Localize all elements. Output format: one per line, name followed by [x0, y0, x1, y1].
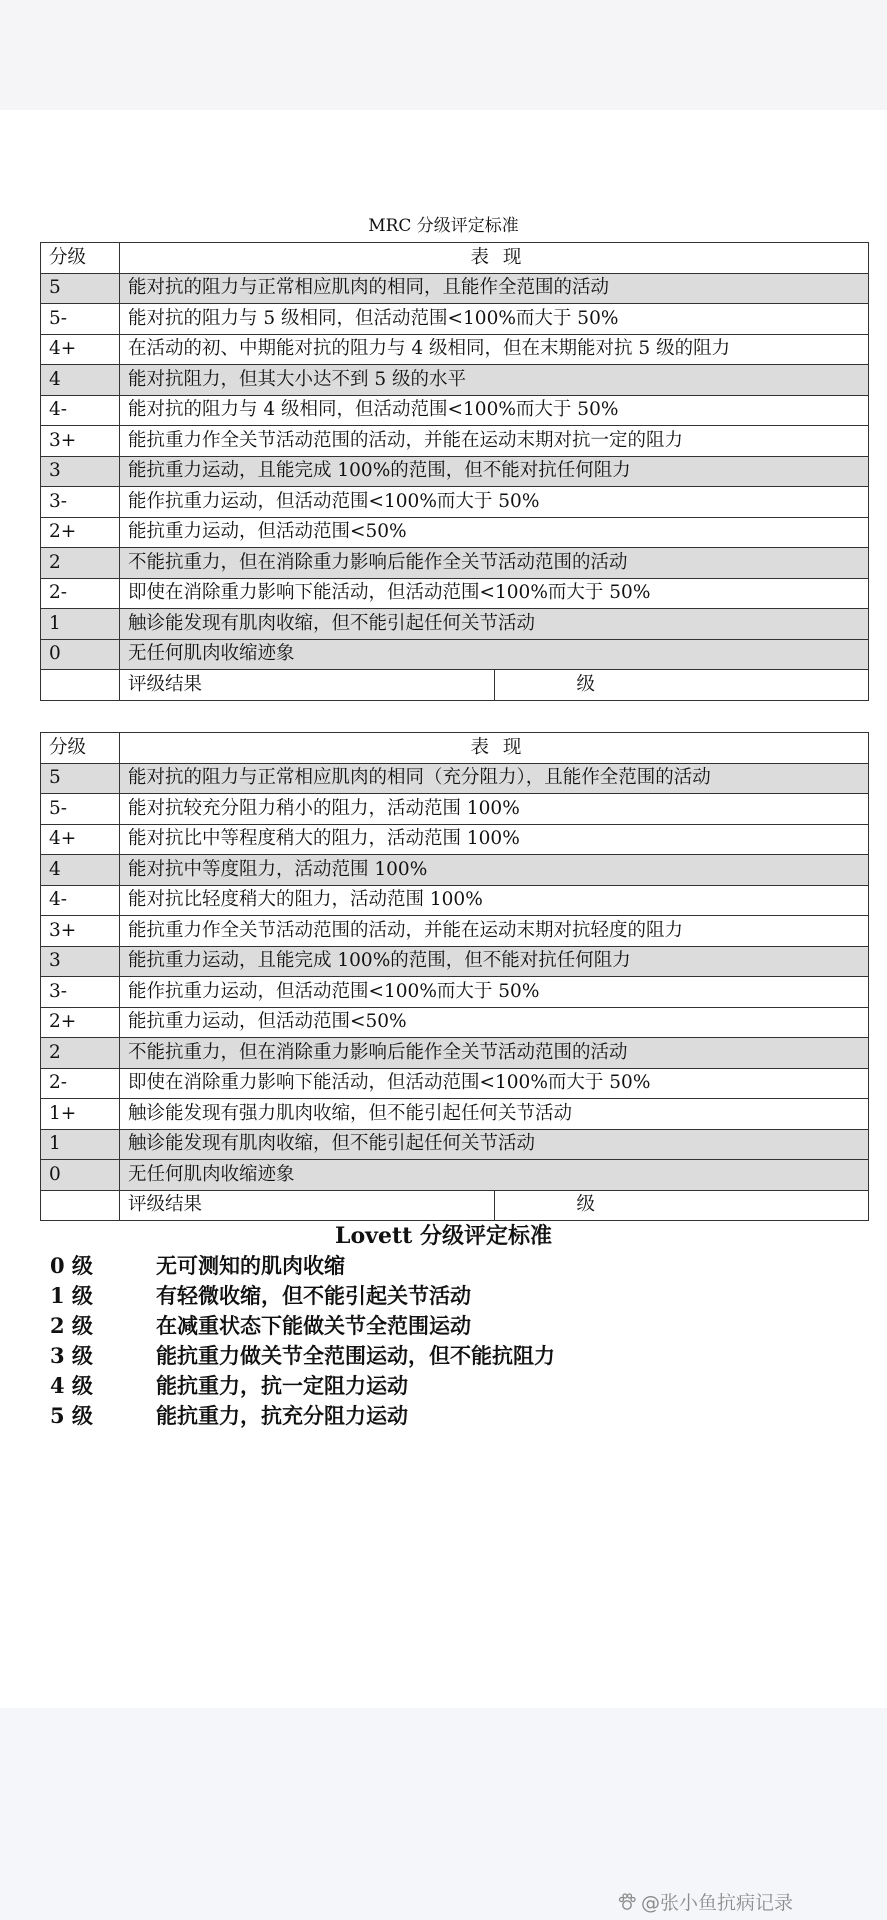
grade-cell: 4- — [41, 885, 120, 916]
lovett-list — [50, 1251, 555, 1431]
grade-cell: 2 — [41, 548, 120, 579]
desc-cell: 能抗重力作全关节活动范围的活动，并能在运动末期对抗轻度的阻力 — [120, 916, 869, 947]
lovett-level: 0 级 — [50, 1253, 93, 1278]
lovett-item — [50, 1311, 555, 1341]
grade-cell: 5- — [41, 794, 120, 825]
table-row — [41, 977, 869, 1008]
table-row — [41, 1007, 869, 1038]
lovett-item — [50, 1281, 555, 1311]
desc-cell: 触诊能发现有肌肉收缩，但不能引起任何关节活动 — [120, 609, 869, 640]
desc-cell: 能对抗较充分阻力稍小的阻力，活动范围 100% — [120, 794, 869, 825]
result-row — [41, 1190, 869, 1221]
desc-cell: 能抗重力运动，且能完成 100%的范围，但不能对抗任何阻力 — [120, 946, 869, 977]
document-page — [0, 110, 887, 1708]
table-row — [41, 855, 869, 886]
table-row — [41, 365, 869, 396]
grade-cell: 5 — [41, 763, 120, 794]
mrc-title: MRC 分级评定标准 — [368, 216, 519, 236]
lovett-item — [50, 1401, 555, 1431]
table-row — [41, 548, 869, 579]
lovett-desc: 有轻微收缩，但不能引起关节活动 — [156, 1283, 471, 1308]
grade-cell: 4+ — [41, 334, 120, 365]
desc-cell: 能对抗比轻度稍大的阻力，活动范围 100% — [120, 885, 869, 916]
desc-cell: 无任何肌肉收缩迹象 — [120, 639, 869, 670]
grade-cell: 2+ — [41, 517, 120, 548]
table-row — [41, 1160, 869, 1191]
mrc-table-1 — [40, 242, 869, 701]
grade-cell: 4 — [41, 365, 120, 396]
table-row — [41, 578, 869, 609]
lovett-title: Lovett 分级评定标准 — [335, 1223, 552, 1249]
lovett-desc: 能抗重力，抗一定阻力运动 — [156, 1373, 408, 1398]
desc-cell: 即使在消除重力影响下能活动，但活动范围<100%而大于 50% — [120, 1068, 869, 1099]
result-label: 评级结果 — [120, 1190, 495, 1221]
grade-cell: 3 — [41, 946, 120, 977]
lovett-item — [50, 1341, 555, 1371]
grade-header: 分级 — [41, 243, 120, 274]
grade-cell: 1+ — [41, 1099, 120, 1130]
desc-cell: 能抗重力运动，但活动范围<50% — [120, 517, 869, 548]
grade-cell: 4+ — [41, 824, 120, 855]
grade-cell: 3 — [41, 456, 120, 487]
desc-cell: 能对抗的阻力与正常相应肌肉的相同（充分阻力），且能作全范围的活动 — [120, 763, 869, 794]
table-row — [41, 304, 869, 335]
desc-cell: 触诊能发现有强力肌肉收缩，但不能引起任何关节活动 — [120, 1099, 869, 1130]
desc-cell: 能对抗比中等程度稍大的阻力，活动范围 100% — [120, 824, 869, 855]
desc-cell: 能对抗中等度阻力，活动范围 100% — [120, 855, 869, 886]
lovett-item — [50, 1251, 555, 1281]
table-row — [41, 1038, 869, 1069]
grade-cell: 2- — [41, 578, 120, 609]
table-row — [41, 946, 869, 977]
table-row — [41, 824, 869, 855]
result-label: 评级结果 — [120, 670, 495, 701]
desc-cell: 能抗重力作全关节活动范围的活动，并能在运动末期对抗一定的阻力 — [120, 426, 869, 457]
lovett-desc: 能抗重力做关节全范围运动，但不能抗阻力 — [156, 1343, 555, 1368]
table-header-row — [41, 733, 869, 764]
lovett-level: 1 级 — [50, 1283, 93, 1308]
grade-cell: 3+ — [41, 916, 120, 947]
table-row — [41, 763, 869, 794]
result-blank-cell — [41, 670, 120, 701]
table-header-row — [41, 243, 869, 274]
table-row — [41, 517, 869, 548]
paw-icon — [617, 1892, 637, 1912]
table-row — [41, 456, 869, 487]
watermark — [617, 1888, 793, 1915]
desc-cell: 无任何肌肉收缩迹象 — [120, 1160, 869, 1191]
result-unit: 级 — [494, 1190, 869, 1221]
grade-cell: 4- — [41, 395, 120, 426]
table-row — [41, 609, 869, 640]
lovett-desc: 能抗重力，抗充分阻力运动 — [156, 1403, 408, 1428]
lovett-item — [50, 1371, 555, 1401]
table-row — [41, 639, 869, 670]
desc-cell: 能对抗阻力，但其大小达不到 5 级的水平 — [120, 365, 869, 396]
grade-cell: 1 — [41, 609, 120, 640]
grade-cell: 0 — [41, 1160, 120, 1191]
desc-cell: 触诊能发现有肌肉收缩，但不能引起任何关节活动 — [120, 1129, 869, 1160]
desc-cell: 能抗重力运动，且能完成 100%的范围，但不能对抗任何阻力 — [120, 456, 869, 487]
grade-cell: 5 — [41, 273, 120, 304]
table-row — [41, 794, 869, 825]
lovett-level: 5 级 — [50, 1403, 93, 1428]
grade-cell: 3- — [41, 977, 120, 1008]
result-unit: 级 — [494, 670, 869, 701]
table-row — [41, 916, 869, 947]
table-row — [41, 426, 869, 457]
desc-cell: 不能抗重力，但在消除重力影响后能作全关节活动范围的活动 — [120, 1038, 869, 1069]
top-margin — [0, 0, 887, 110]
table-row — [41, 395, 869, 426]
grade-cell: 3+ — [41, 426, 120, 457]
grade-cell: 2- — [41, 1068, 120, 1099]
desc-cell: 即使在消除重力影响下能活动，但活动范围<100%而大于 50% — [120, 578, 869, 609]
desc-header: 表 现 — [120, 733, 869, 764]
grade-cell: 4 — [41, 855, 120, 886]
grade-cell: 2+ — [41, 1007, 120, 1038]
lovett-level: 2 级 — [50, 1313, 93, 1338]
table-row — [41, 1068, 869, 1099]
lovett-desc: 无可测知的肌肉收缩 — [156, 1253, 345, 1278]
result-row — [41, 670, 869, 701]
grade-header: 分级 — [41, 733, 120, 764]
lovett-level: 3 级 — [50, 1343, 93, 1368]
grade-cell: 0 — [41, 639, 120, 670]
desc-cell: 能抗重力运动，但活动范围<50% — [120, 1007, 869, 1038]
table-row — [41, 1129, 869, 1160]
mrc-table-2 — [40, 732, 869, 1221]
table-row — [41, 487, 869, 518]
table-row — [41, 273, 869, 304]
desc-cell: 不能抗重力，但在消除重力影响后能作全关节活动范围的活动 — [120, 548, 869, 579]
grade-cell: 5- — [41, 304, 120, 335]
desc-cell: 能对抗的阻力与正常相应肌肉的相同，且能作全范围的活动 — [120, 273, 869, 304]
desc-cell: 能对抗的阻力与 5 级相同，但活动范围<100%而大于 50% — [120, 304, 869, 335]
desc-cell: 能作抗重力运动，但活动范围<100%而大于 50% — [120, 977, 869, 1008]
grade-cell: 1 — [41, 1129, 120, 1160]
lovett-level: 4 级 — [50, 1373, 93, 1398]
desc-cell: 在活动的初、中期能对抗的阻力与 4 级相同，但在末期能对抗 5 级的阻力 — [120, 334, 869, 365]
desc-header: 表 现 — [120, 243, 869, 274]
result-blank-cell — [41, 1190, 120, 1221]
table-row — [41, 1099, 869, 1130]
table-row — [41, 334, 869, 365]
desc-cell: 能对抗的阻力与 4 级相同，但活动范围<100%而大于 50% — [120, 395, 869, 426]
watermark-text: @张小鱼抗病记录 — [641, 1892, 794, 1914]
grade-cell: 2 — [41, 1038, 120, 1069]
grade-cell: 3- — [41, 487, 120, 518]
lovett-desc: 在减重状态下能做关节全范围运动 — [156, 1313, 471, 1338]
desc-cell: 能作抗重力运动，但活动范围<100%而大于 50% — [120, 487, 869, 518]
table-row — [41, 885, 869, 916]
